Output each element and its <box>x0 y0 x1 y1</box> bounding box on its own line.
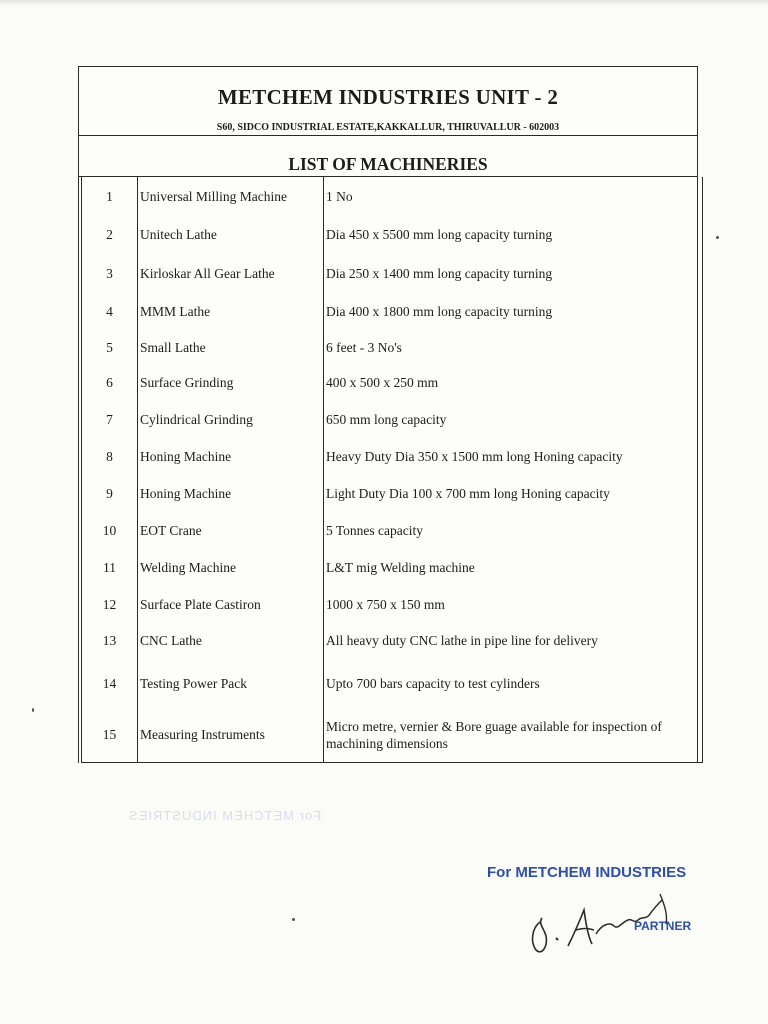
table-row <box>82 512 703 549</box>
machine-name: Testing Power Pack <box>138 658 324 708</box>
table-row <box>82 549 703 586</box>
table-row <box>82 622 703 658</box>
machine-number: 12 <box>82 586 138 622</box>
machinery-document <box>78 66 698 763</box>
list-title: LIST OF MACHINERIES <box>288 154 488 174</box>
machine-name: MMM Lathe <box>138 292 324 330</box>
table-row <box>82 586 703 622</box>
machine-number: 13 <box>82 622 138 658</box>
machine-description: Dia 450 x 5500 mm long capacity turning <box>324 215 703 254</box>
machine-description: All heavy duty CNC lathe in pipe line for delivery <box>324 622 703 658</box>
scan-speck <box>32 708 34 712</box>
list-title-block <box>79 136 697 177</box>
company-address: S60, SIDCO INDUSTRIAL ESTATE,KAKKALLUR, THIRUVALLUR - 602003 <box>216 122 560 133</box>
machine-name: Kirloskar All Gear Lathe <box>138 254 324 292</box>
machine-number: 2 <box>82 215 138 254</box>
machine-name: Universal Milling Machine <box>138 177 324 215</box>
machine-number: 3 <box>82 254 138 292</box>
title-block <box>79 67 697 136</box>
machine-name: Surface Plate Castiron <box>138 586 324 622</box>
machine-number: 4 <box>82 292 138 330</box>
for-company-stamp: For METCHEM INDUSTRIES <box>487 864 687 881</box>
machine-number: 6 <box>82 364 138 401</box>
machine-number: 5 <box>82 330 138 364</box>
scan-speck <box>292 918 295 921</box>
table-row <box>82 364 703 401</box>
machine-number: 10 <box>82 512 138 549</box>
machine-name: Surface Grinding <box>138 364 324 401</box>
machine-name: Welding Machine <box>138 549 324 586</box>
machine-number: 8 <box>82 438 138 475</box>
machinery-table-body <box>82 177 703 762</box>
machine-description: Micro metre, vernier & Bore guage available for inspection of machining dimensions <box>324 708 703 762</box>
machine-description: L&T mig Welding machine <box>324 549 703 586</box>
machine-number: 1 <box>82 177 138 215</box>
machine-number: 9 <box>82 475 138 512</box>
machine-description: 1 No <box>324 177 703 215</box>
machine-description: 6 feet - 3 No's <box>324 330 703 364</box>
page-top-edge <box>0 0 768 6</box>
machine-number: 14 <box>82 658 138 708</box>
machine-name: Unitech Lathe <box>138 215 324 254</box>
machine-description: 650 mm long capacity <box>324 401 703 438</box>
table-row <box>82 330 703 364</box>
scan-speck <box>716 236 719 239</box>
company-name: METCHEM INDUSTRIES UNIT - 2 <box>217 85 559 109</box>
machine-description: Heavy Duty Dia 350 x 1500 mm long Honing capacity <box>324 438 703 475</box>
machine-name: CNC Lathe <box>138 622 324 658</box>
table-row <box>82 292 703 330</box>
machine-name: Honing Machine <box>138 438 324 475</box>
machine-name: Cylindrical Grinding <box>138 401 324 438</box>
machine-description: 1000 x 750 x 150 mm <box>324 586 703 622</box>
machine-description: Upto 700 bars capacity to test cylinders <box>324 658 703 708</box>
machine-name: Small Lathe <box>138 330 324 364</box>
machine-number: 7 <box>82 401 138 438</box>
machine-description: Light Duty Dia 100 x 700 mm long Honing capacity <box>324 475 703 512</box>
table-row <box>82 177 703 215</box>
machine-description: Dia 400 x 1800 mm long capacity turning <box>324 292 703 330</box>
ghost-stamp-impression: For METCHEM INDUSTRIES <box>128 808 322 823</box>
machine-description: Dia 250 x 1400 mm long capacity turning <box>324 254 703 292</box>
machine-number: 11 <box>82 549 138 586</box>
table-row <box>82 658 703 708</box>
machine-description: 5 Tonnes capacity <box>324 512 703 549</box>
machine-number: 15 <box>82 708 138 762</box>
table-row <box>82 215 703 254</box>
table-row <box>82 475 703 512</box>
table-row <box>82 254 703 292</box>
machine-name: Honing Machine <box>138 475 324 512</box>
machine-name: EOT Crane <box>138 512 324 549</box>
table-row <box>82 708 703 762</box>
partner-label: PARTNER <box>634 919 692 933</box>
machine-description: 400 x 500 x 250 mm <box>324 364 703 401</box>
machine-name: Measuring Instruments <box>138 708 324 762</box>
machinery-table <box>81 177 703 763</box>
table-row <box>82 438 703 475</box>
table-row <box>82 401 703 438</box>
